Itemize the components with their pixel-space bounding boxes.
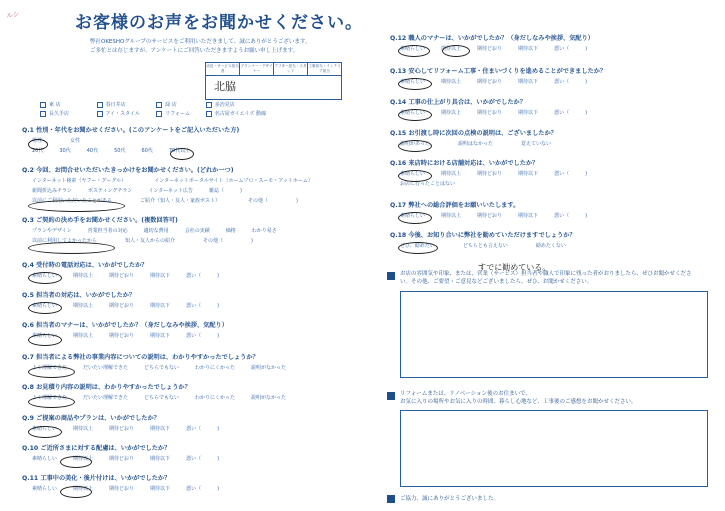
q18-handwritten-note: すでに勧めている。	[478, 263, 551, 272]
shop-option: リフォーム	[165, 111, 190, 117]
answer-option[interactable]: 素晴らしい	[32, 456, 58, 462]
stamp-col: プランナー・デザイナー	[240, 64, 273, 73]
answer-option[interactable]: 期待以上	[441, 79, 462, 85]
answer-option[interactable]: 期待どおり	[477, 79, 503, 85]
answer-option[interactable]: 期待以下	[518, 110, 539, 116]
option-row	[32, 332, 235, 339]
hand-circle-mark	[28, 272, 62, 284]
answer-option[interactable]: 素晴らしい	[32, 486, 58, 492]
hand-circle-mark	[28, 396, 75, 408]
hand-circle-mark	[28, 426, 62, 438]
option-row	[400, 45, 603, 52]
answer-option[interactable]: 期待以上	[441, 171, 462, 177]
answer-option[interactable]: その他（	[203, 238, 224, 244]
answer-option[interactable]: 20代	[32, 148, 44, 154]
answer-option[interactable]: )	[217, 333, 220, 339]
hand-circle-mark	[398, 242, 438, 254]
answer-option[interactable]: わかり易さ	[251, 228, 277, 234]
answer-option[interactable]: )	[585, 46, 588, 52]
answer-option[interactable]: 期待どおり	[109, 486, 135, 492]
stamp-col: 店長・サービス担当者	[206, 64, 239, 73]
answer-option[interactable]: 素晴らしい	[400, 46, 426, 52]
intro-text	[90, 38, 390, 56]
answer-option[interactable]: 知人・友人からの紹介	[125, 238, 176, 244]
answer-option[interactable]: だいたい理解できた	[83, 395, 129, 401]
impression-prompt	[400, 390, 700, 406]
answer-option[interactable]: 悪い（	[186, 426, 202, 432]
answer-option[interactable]: 期待どおり	[109, 426, 135, 432]
checkbox[interactable]	[40, 102, 46, 108]
thanks-text: ご協力、誠にありがとうございました。	[400, 496, 500, 502]
answer-option[interactable]: 悪い（	[186, 273, 202, 279]
question-label: Q.6 担当者のマナーは、いかがでしたか？（身だしなみや挨拶、気配り）	[22, 322, 228, 329]
answer-option[interactable]: 期待以下	[518, 213, 539, 219]
answer-option[interactable]: 悪い（	[186, 333, 202, 339]
answer-option[interactable]: 30代	[59, 148, 71, 154]
answer-option[interactable]: ポスティングチラシ	[88, 188, 133, 194]
answer-option[interactable]: 期待以下	[150, 486, 171, 492]
answer-option[interactable]: 期待以上	[441, 110, 462, 116]
impression-line: リフォームまたは、リノベーション後のお住まいで、	[400, 391, 531, 397]
hand-circle-mark	[398, 170, 432, 182]
question-label: Q.17 弊社への総合評価をお願いいたします。	[390, 202, 520, 209]
option-row	[32, 227, 293, 234]
hand-circle-mark	[28, 139, 48, 150]
answer-option[interactable]: 説明がなかった	[251, 395, 287, 401]
answer-option[interactable]: )	[240, 188, 242, 194]
answer-option[interactable]: 期待以下	[518, 79, 539, 85]
answer-option[interactable]: どちらとも言えない	[462, 243, 508, 249]
stamp-col: アフター担当・スタッフ	[274, 64, 307, 73]
option-row	[32, 425, 235, 432]
hand-circle-mark	[28, 366, 75, 378]
answer-option[interactable]: ご紹介（知人・友人・家族ポスト）	[140, 198, 221, 204]
answer-option[interactable]: 説明があった	[400, 141, 430, 147]
shop-option: アイ・スタイル	[105, 111, 141, 117]
option-row	[32, 187, 258, 194]
answer-option[interactable]: プランやデザイン	[32, 228, 72, 234]
hand-circle-mark	[398, 140, 432, 152]
answer-option[interactable]: 素晴らしい	[32, 303, 58, 309]
hand-circle-mark	[170, 148, 194, 160]
answer-option[interactable]: 60代	[141, 148, 153, 154]
answer-option[interactable]: 期待以下	[518, 46, 539, 52]
answer-option[interactable]: 素晴らしい	[32, 273, 58, 279]
answer-option[interactable]: )	[585, 79, 588, 85]
question-label: Q.3 ご契約の決め手をお聞かせください。(複数回答可)	[22, 217, 178, 224]
answer-option[interactable]: よく理解できた	[32, 365, 68, 371]
answer-option[interactable]: よく理解できた	[32, 395, 68, 401]
answer-option[interactable]: 悪い（	[186, 456, 202, 462]
answer-option[interactable]: 悪い（	[554, 110, 570, 116]
answer-option[interactable]: わかりにくかった	[194, 365, 235, 371]
answer-option[interactable]: )	[585, 110, 588, 116]
question-label: Q.8 お見積り内容の説明は、わかりやすかったでしょうか？	[22, 384, 191, 391]
answer-option[interactable]: 悪い（	[554, 171, 570, 177]
intro-line: 弊社OKESHOグループのサービスをご利用いただきまして、誠にありがとうございます。	[90, 39, 311, 45]
shop-row	[40, 101, 235, 108]
answer-option[interactable]: 40代	[86, 148, 99, 154]
answer-option[interactable]: 50代	[114, 148, 126, 154]
comment-prompt: お店の雰囲気や印象、または、営業（サービス）担当者や職人で印象に残った者がおりましたら、ぜひお聞かせください。その他、ご要望・ご意見などございましたら、ぜひ、お聞かせください。	[400, 271, 692, 285]
answer-option[interactable]: 雑誌（	[208, 188, 224, 194]
shop-option: 多治見店	[214, 102, 235, 108]
answer-option[interactable]: 素晴らしい	[400, 171, 426, 177]
hand-circle-mark	[398, 109, 432, 121]
checkbox[interactable]	[97, 102, 103, 108]
hand-circle-mark	[28, 302, 62, 314]
stamp-col: 工事担当・インテリア担当	[308, 64, 341, 73]
answer-option[interactable]: 悪い（	[554, 79, 570, 85]
shop-option: 春日井店	[105, 102, 126, 108]
answer-option[interactable]: 期待どおり	[109, 456, 135, 462]
answer-option[interactable]: 勧めたくない	[535, 243, 566, 249]
question-label: Q.1 性別・年代をお聞かせください。(このアンケートをご記入いただいた方)	[22, 127, 240, 134]
answer-option[interactable]: 悪い（	[554, 213, 570, 219]
answer-option[interactable]: 男性	[32, 138, 43, 144]
question-label: Q.18 今後、お知り合いに弊社を勧めていただけますでしょうか？	[390, 232, 576, 239]
answer-option[interactable]: 期待どおり	[477, 171, 503, 177]
answer-option[interactable]: インターネット広告	[148, 188, 193, 194]
answer-option[interactable]: 70代以上	[168, 148, 191, 154]
shop-option: 東 店	[49, 102, 61, 108]
answer-option[interactable]: 期待どおり	[109, 273, 135, 279]
bullet-square	[387, 392, 395, 400]
answer-option[interactable]: 説明がなかった	[251, 365, 287, 371]
answer-option[interactable]: 素晴らしい	[400, 79, 426, 85]
answer-option[interactable]: 適切な費用	[143, 228, 169, 234]
answer-option[interactable]: 営業担当者の対応	[87, 228, 128, 234]
question-label: Q.13 安心してリフォーム工事・住まいづくりを進めることができましたか？	[390, 68, 607, 75]
answer-option[interactable]: どちらでもない	[144, 365, 179, 371]
answer-option[interactable]: 期待どおり	[109, 333, 135, 339]
answer-option[interactable]: 悪い（	[186, 303, 202, 309]
hand-circle-mark	[60, 456, 92, 468]
answer-option[interactable]: )	[217, 456, 220, 462]
answer-option[interactable]: )	[296, 198, 298, 204]
shop-row	[40, 110, 266, 117]
answer-option[interactable]: )	[217, 303, 220, 309]
question-label: Q.12 職人のマナーは、いかがでしたか？（身だしなみや挨拶、気配り）	[390, 35, 594, 42]
comment-box[interactable]	[400, 291, 708, 378]
answer-option[interactable]: 期待以上	[73, 303, 94, 309]
answer-option[interactable]: 覚えていない	[520, 141, 551, 147]
question-label: Q.9 ご提案の商品やプランは、いかがでしたか？	[22, 415, 160, 422]
answer-option[interactable]: 期待以下	[518, 171, 539, 177]
shop-option: 緑 店	[165, 102, 177, 108]
question-label: Q.15 お引渡し時に次回の点検の説明は、ございましたか？	[390, 130, 557, 137]
page-title: お客様のお声をお聞かせください。	[75, 13, 363, 33]
answer-option[interactable]: 期待どおり	[477, 110, 503, 116]
answer-option[interactable]: 期待以上	[73, 486, 94, 492]
answer-option[interactable]: 価格	[225, 228, 236, 234]
checkbox[interactable]	[40, 111, 46, 117]
question-label: Q.7 担当者による弊社の事業内容についての説明は、わかりやすかったでしょうか？	[22, 354, 259, 361]
question-label: Q.10 ご近所さまに対する配慮は、いかがでしたか？	[22, 445, 171, 452]
bullet-square	[387, 495, 395, 503]
hand-circle-mark	[60, 486, 92, 498]
answer-option[interactable]: インターネットポータルサイト（ホームプロ・スーモ・アットホーム）	[154, 178, 313, 184]
hand-circle-mark	[28, 200, 125, 212]
answer-option[interactable]: 期待どおり	[477, 213, 503, 219]
shop-option: 長久手店	[49, 111, 70, 117]
option-row	[32, 177, 341, 184]
answer-option[interactable]: 新聞折込みチラシ	[32, 188, 73, 194]
answer-option[interactable]: 期待以下	[150, 303, 171, 309]
shop-option: 名古屋ガイエイズ 動線	[214, 111, 266, 117]
intro-line: ご多忙とは存じますが、アンケートにご回答いただきますようお願い申し上げます。	[90, 48, 299, 54]
answer-option[interactable]: 期待以上	[441, 213, 462, 219]
staff-stamp-box	[205, 62, 342, 100]
hand-circle-mark	[28, 334, 62, 346]
option-row	[32, 272, 235, 279]
checkbox[interactable]	[97, 111, 103, 117]
impression-box[interactable]	[400, 410, 708, 487]
answer-option[interactable]: )	[585, 171, 588, 177]
answer-option[interactable]: 期待以下	[150, 456, 171, 462]
question-label: Q.14 工事の仕上がり具合は、いかがでしたか？	[390, 99, 526, 106]
answer-option[interactable]: その他（	[248, 198, 269, 204]
answer-option[interactable]: )	[217, 486, 220, 492]
answer-option[interactable]: 以前に利用してよかったから	[32, 238, 98, 244]
answer-option[interactable]: どちらでもない	[144, 395, 179, 401]
stamp-handwritten: 北脇	[214, 80, 236, 93]
question-label: Q.5 担当者の対応は、いかがでしたか？	[22, 292, 136, 299]
answer-option[interactable]: 悪い（	[554, 46, 570, 52]
answer-option[interactable]: 素晴らしい	[400, 213, 426, 219]
option-row	[32, 302, 235, 309]
answer-option[interactable]: だいたい理解できた	[83, 365, 129, 371]
answer-option[interactable]: 期待どおり	[477, 46, 503, 52]
checkbox[interactable]	[156, 111, 162, 117]
answer-option[interactable]: )	[217, 273, 220, 279]
answer-option[interactable]: 素晴らしい	[32, 333, 58, 339]
question-label: Q.4 受付時の電話対応は、いかがでしたか？	[22, 262, 148, 269]
corner-mark: ルシ	[5, 9, 21, 21]
question-label: Q.16 来店時における店舗対応は、いかがでしたか？	[390, 160, 539, 167]
answer-option[interactable]: 期待以上	[73, 333, 94, 339]
answer-option[interactable]: )	[251, 238, 253, 244]
answer-option[interactable]: 期待以上	[73, 426, 94, 432]
answer-option[interactable]: )	[217, 426, 220, 432]
answer-option[interactable]: ぜひ、勧めたい	[400, 243, 435, 249]
answer-option[interactable]: お店に行ったことはない	[400, 181, 456, 187]
answer-option[interactable]: 期待以上	[73, 273, 94, 279]
question-label: Q.2 今回、お問合せいただいたきっかけをお聞かせください。(どれか一つ)	[22, 167, 234, 174]
hand-circle-mark	[398, 78, 432, 90]
answer-option[interactable]: 期待以下	[150, 333, 171, 339]
answer-option[interactable]: 期待以下	[150, 426, 171, 432]
impression-line: お気に入りの場所やお気に入りの時間、暮らし心地など、工事後のご感想をお聞かせください。	[400, 399, 637, 405]
answer-option[interactable]: 会社の実績	[184, 228, 210, 234]
checkbox[interactable]	[206, 102, 212, 108]
answer-option[interactable]: 期待以下	[150, 273, 171, 279]
answer-option[interactable]: 期待以上	[441, 46, 462, 52]
answer-option[interactable]: 素晴らしい	[400, 110, 426, 116]
answer-option[interactable]: 期待どおり	[109, 303, 135, 309]
hand-circle-mark	[28, 242, 115, 254]
answer-option[interactable]: 期待以上	[73, 456, 94, 462]
bullet-square	[387, 272, 395, 280]
answer-option[interactable]: 女性	[70, 138, 81, 144]
answer-option[interactable]: 説明はなかった	[457, 141, 493, 147]
answer-option[interactable]: )	[585, 213, 588, 219]
answer-option[interactable]: 素晴らしい	[32, 426, 58, 432]
checkbox[interactable]	[206, 111, 212, 117]
answer-option[interactable]: インターネット検索（ヤフー・グーグル）	[32, 178, 127, 184]
answer-option[interactable]: 悪い（	[186, 486, 202, 492]
hand-circle-mark	[442, 45, 470, 57]
hand-circle-mark	[398, 212, 432, 224]
checkbox[interactable]	[156, 102, 162, 108]
answer-option[interactable]: わかりにくかった	[194, 395, 235, 401]
question-label: Q.11 工事中の美化・後片付けは、いかがでしたか？	[22, 475, 171, 482]
hand-circle-mark	[398, 45, 430, 57]
answer-option[interactable]: 以前にご利用いただいたことがある	[32, 198, 113, 204]
